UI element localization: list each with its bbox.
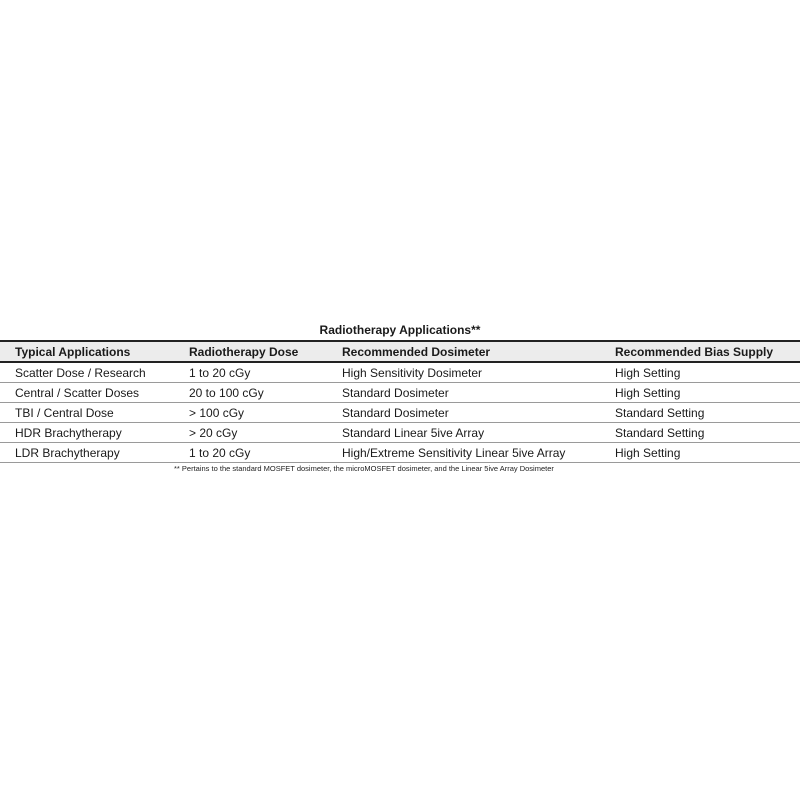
cell-bias-supply: Standard Setting bbox=[612, 423, 800, 443]
cell-dose: > 100 cGy bbox=[185, 403, 339, 423]
document-content bbox=[0, 320, 800, 475]
cell-dosimeter: High Sensitivity Dosimeter bbox=[339, 362, 612, 383]
cell-dosimeter: Standard Linear 5ive Array bbox=[339, 423, 612, 443]
cell-application: Scatter Dose / Research bbox=[0, 362, 185, 383]
cell-dose: > 20 cGy bbox=[185, 423, 339, 443]
cell-application: HDR Brachytherapy bbox=[0, 423, 185, 443]
header-typical-applications: Typical Applications bbox=[0, 341, 185, 362]
table-row bbox=[0, 443, 800, 463]
cell-application: LDR Brachytherapy bbox=[0, 443, 185, 463]
cell-bias-supply: High Setting bbox=[612, 383, 800, 403]
table-row bbox=[0, 383, 800, 403]
cell-dose: 20 to 100 cGy bbox=[185, 383, 339, 403]
table-row bbox=[0, 362, 800, 383]
cell-bias-supply: High Setting bbox=[612, 443, 800, 463]
cell-application: Central / Scatter Doses bbox=[0, 383, 185, 403]
cell-dosimeter: High/Extreme Sensitivity Linear 5ive Array bbox=[339, 443, 612, 463]
radiotherapy-table bbox=[0, 340, 800, 463]
header-recommended-bias-supply: Recommended Bias Supply bbox=[612, 341, 800, 362]
header-radiotherapy-dose: Radiotherapy Dose bbox=[185, 341, 339, 362]
cell-dosimeter: Standard Dosimeter bbox=[339, 403, 612, 423]
cell-dosimeter: Standard Dosimeter bbox=[339, 383, 612, 403]
cell-dose: 1 to 20 cGy bbox=[185, 443, 339, 463]
table-header-row bbox=[0, 341, 800, 362]
cell-dose: 1 to 20 cGy bbox=[185, 362, 339, 383]
table-title: Radiotherapy Applications** bbox=[319, 323, 481, 337]
header-recommended-dosimeter: Recommended Dosimeter bbox=[339, 341, 612, 362]
cell-bias-supply: High Setting bbox=[612, 362, 800, 383]
table-footnote: ** Pertains to the standard MOSFET dosimeter, the microMOSFET dosimeter, and the Linear 5ive Array Dosimeter bbox=[174, 464, 554, 473]
table-row bbox=[0, 423, 800, 443]
cell-application: TBI / Central Dose bbox=[0, 403, 185, 423]
table-row bbox=[0, 403, 800, 423]
cell-bias-supply: Standard Setting bbox=[612, 403, 800, 423]
